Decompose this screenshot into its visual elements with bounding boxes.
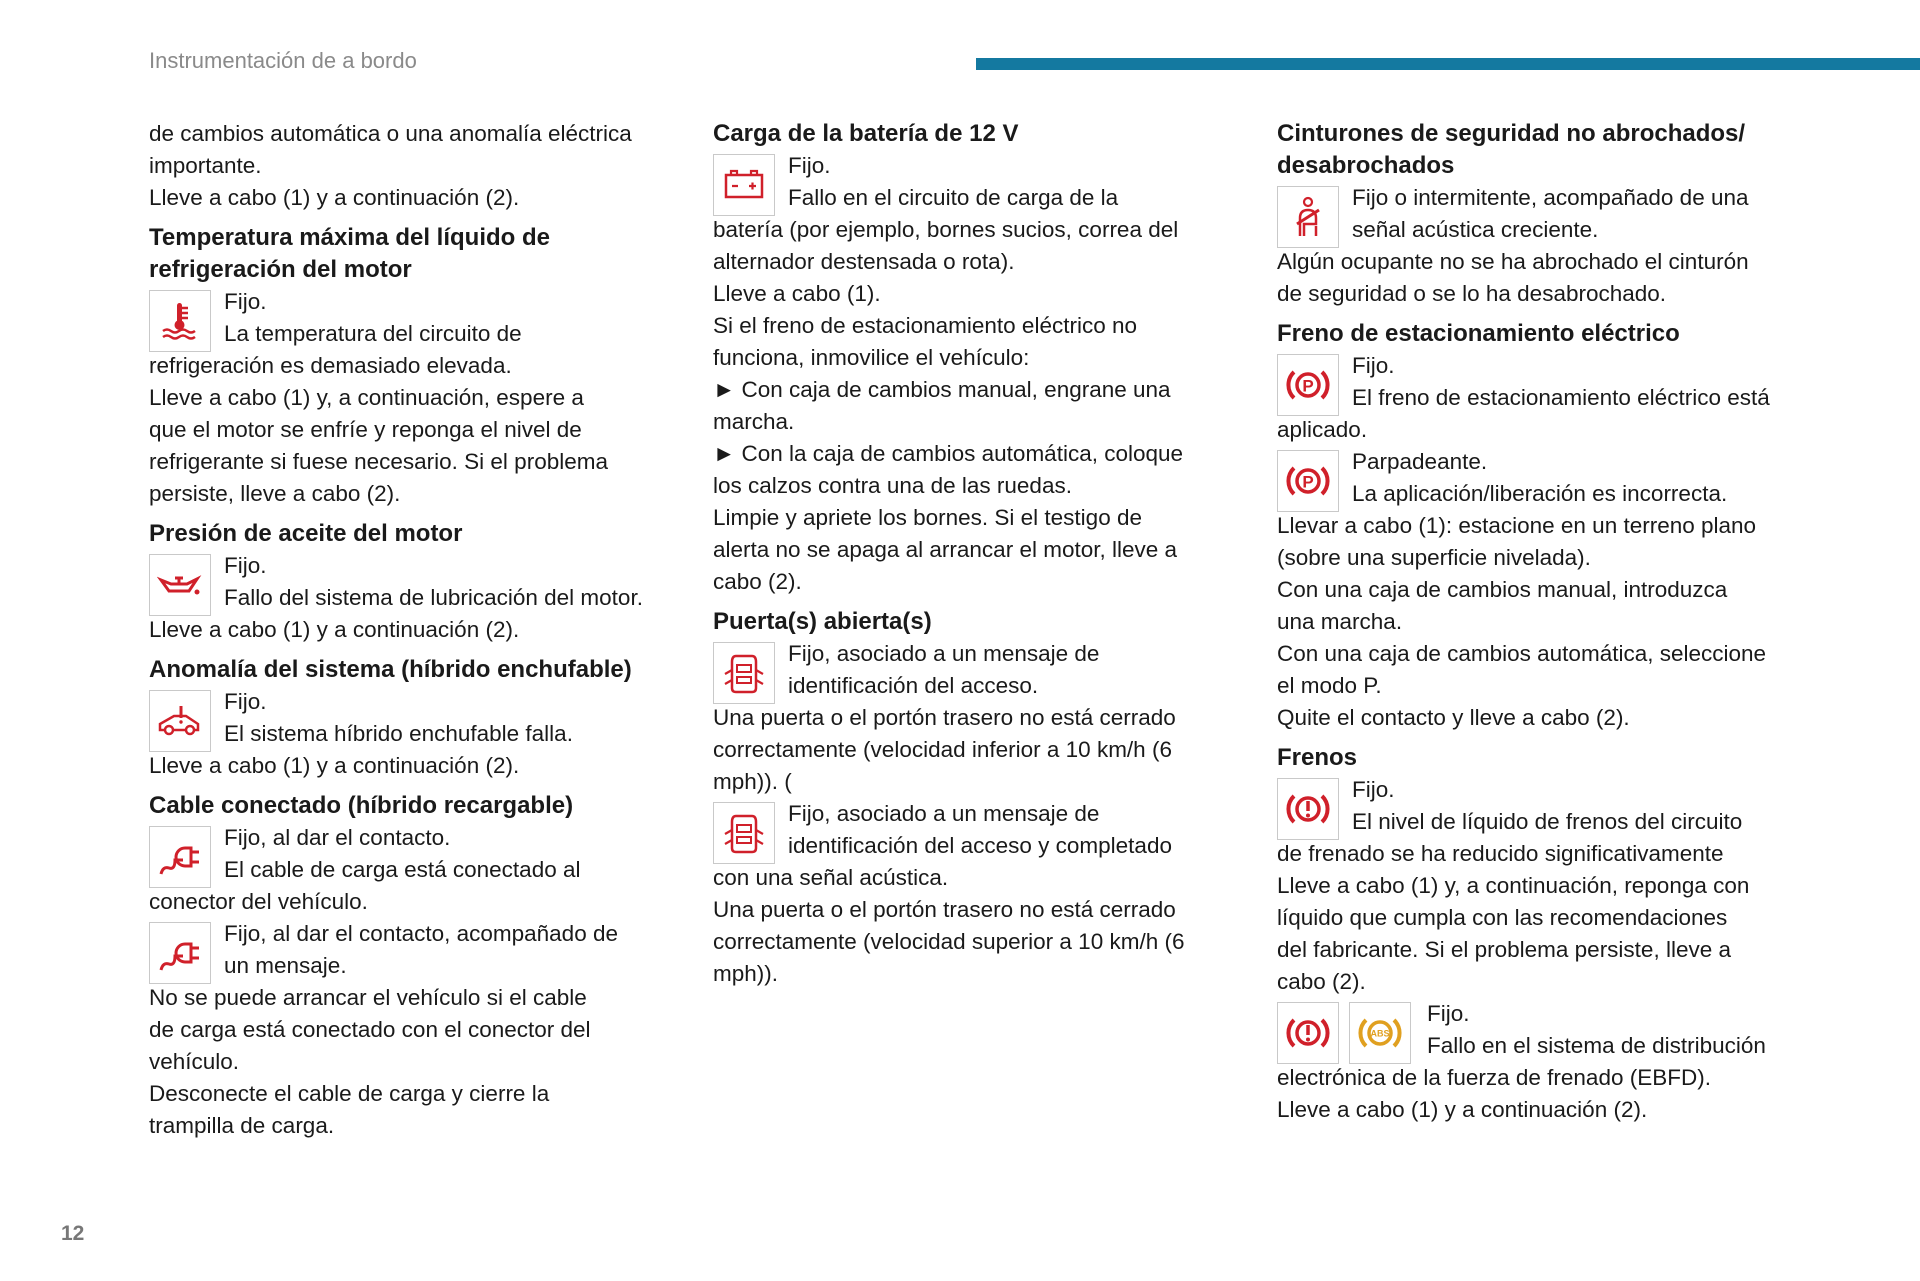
svg-text:P: P — [1302, 472, 1314, 492]
warning-light-entry — [1277, 446, 1822, 510]
text-line: persiste, lleve a cabo (2). — [149, 481, 401, 506]
text-line: los calzos contra una de las ruedas. — [713, 473, 1072, 498]
text-line: Fijo. — [1427, 1001, 1470, 1026]
abs-icon — [1349, 1002, 1411, 1064]
text-line: Fijo. — [224, 553, 267, 578]
section-heading — [713, 118, 1258, 150]
text-line: Una puerta o el portón trasero no está cerrado — [713, 705, 1176, 730]
paragraph — [1277, 414, 1822, 446]
text-line: Fijo, al dar el contacto. — [224, 825, 451, 850]
warning-light-entry — [149, 918, 694, 982]
text-line: Fallo en el sistema de distribución — [1427, 1033, 1766, 1058]
text-line: cabo (2). — [713, 569, 802, 594]
text-line: batería (por ejemplo, bornes sucios, correa del — [713, 217, 1179, 242]
text-line: Una puerta o el portón trasero no está cerrado — [713, 897, 1176, 922]
heading-line: Temperatura máxima del líquido de — [149, 224, 550, 251]
text-line: Fijo. — [224, 289, 267, 314]
text-line: El nivel de líquido de frenos del circuito — [1352, 809, 1743, 834]
warning-light-entry — [1277, 998, 1822, 1062]
warning-light-entry — [713, 798, 1258, 862]
section-heading — [149, 222, 694, 286]
section-heading — [149, 790, 694, 822]
hybrid-system-fault-icon — [149, 690, 211, 752]
door-open-icon — [713, 642, 775, 704]
door-open-icon — [713, 802, 775, 864]
text-line: Lleve a cabo (1) y a continuación (2). — [1277, 1097, 1648, 1122]
paragraph — [149, 118, 694, 214]
paragraph — [149, 614, 694, 646]
text-line: Fijo. — [1352, 353, 1395, 378]
text-line: el modo P. — [1277, 673, 1382, 698]
text-line: alternador destensada o rota). — [713, 249, 1015, 274]
text-line: El sistema híbrido enchufable falla. — [224, 721, 573, 746]
text-line: identificación del acceso. — [788, 673, 1039, 698]
coolant-temperature-icon — [149, 290, 211, 352]
heading-line: refrigeración del motor — [149, 256, 412, 283]
warning-light-entry — [713, 150, 1258, 214]
warning-icons — [1277, 186, 1339, 248]
text-line: Fijo, asociado a un mensaje de — [788, 641, 1100, 666]
text-line: refrigeración es demasiado elevada. — [149, 353, 512, 378]
warning-icons — [149, 922, 211, 984]
text-line: vehículo. — [149, 1049, 240, 1074]
section-heading — [1277, 742, 1822, 774]
text-line: La aplicación/liberación es incorrecta. — [1352, 481, 1728, 506]
text-line: alerta no se apaga al arrancar el motor, lleve a — [713, 537, 1178, 562]
text-line: funciona, inmovilice el vehículo: — [713, 345, 1030, 370]
warning-light-entry — [149, 686, 694, 750]
oil-pressure-icon — [149, 554, 211, 616]
text-line: Lleve a cabo (1) y a continuación (2). — [149, 617, 520, 642]
text-line: importante. — [149, 153, 262, 178]
warning-light-entry — [713, 638, 1258, 702]
text-line: refrigerante si fuese necesario. Si el problema — [149, 449, 608, 474]
text-line: cabo (2). — [1277, 969, 1366, 994]
text-line: aplicado. — [1277, 417, 1368, 442]
text-line: del fabricante. Si el problema persiste, lleve a — [1277, 937, 1731, 962]
text-line: Quite el contacto y lleve a cabo (2). — [1277, 705, 1630, 730]
text-line: de frenado se ha reducido significativamente — [1277, 841, 1724, 866]
paragraph — [713, 862, 1258, 990]
text-line: Fijo. — [1352, 777, 1395, 802]
svg-text:P: P — [1302, 376, 1314, 396]
text-line: Lleve a cabo (1) y a continuación (2). — [149, 185, 520, 210]
text-line: Fijo. — [224, 689, 267, 714]
warning-icons — [713, 802, 775, 864]
heading-line: Cable conectado (híbrido recargable) — [149, 792, 574, 819]
paragraph — [1277, 510, 1822, 734]
paragraph — [713, 702, 1258, 798]
brake-warning-icon — [1277, 778, 1339, 840]
text-line: Parpadeante. — [1352, 449, 1488, 474]
svg-text:ABS: ABS — [1370, 1028, 1390, 1039]
warning-light-entry — [1277, 774, 1822, 838]
brake-warning-icon — [1277, 1002, 1339, 1064]
text-line: Con una caja de cambios manual, introduzca — [1277, 577, 1728, 602]
heading-line: Frenos — [1277, 744, 1358, 771]
text-line: correctamente (velocidad superior a 10 km/h (6 — [713, 929, 1185, 954]
text-line: El cable de carga está conectado al — [224, 857, 581, 882]
text-line: Desconecte el cable de carga y cierre la — [149, 1081, 550, 1106]
text-line: una marcha. — [1277, 609, 1403, 634]
text-line: Limpie y apriete los bornes. Si el testigo de — [713, 505, 1142, 530]
text-line: que el motor se enfríe y reponga el nivel de — [149, 417, 582, 442]
text-line: La temperatura del circuito de — [224, 321, 522, 346]
heading-line: Carga de la batería de 12 V — [713, 120, 1019, 147]
text-line: Lleve a cabo (1). — [713, 281, 881, 306]
text-line: con una señal acústica. — [713, 865, 949, 890]
seatbelt-icon — [1277, 186, 1339, 248]
text-line: Si el freno de estacionamiento eléctrico no — [713, 313, 1137, 338]
heading-line: Puerta(s) abierta(s) — [713, 608, 932, 635]
section-heading — [713, 606, 1258, 638]
page-number: 12 — [61, 1222, 85, 1245]
text-line: El freno de estacionamiento eléctrico está — [1352, 385, 1770, 410]
text-line: de seguridad o se lo ha desabrochado. — [1277, 281, 1667, 306]
column-3 — [1277, 118, 1822, 1126]
heading-line: Presión de aceite del motor — [149, 520, 463, 547]
warning-icons — [713, 642, 775, 704]
paragraph — [149, 750, 694, 782]
text-line: líquido que cumpla con las recomendaciones — [1277, 905, 1728, 930]
heading-line: Anomalía del sistema (híbrido enchufable) — [149, 656, 632, 683]
text-line: identificación del acceso y completado — [788, 833, 1172, 858]
text-line: electrónica de la fuerza de frenado (EBFD). — [1277, 1065, 1711, 1090]
section-heading — [149, 518, 694, 550]
text-line: Fijo, al dar el contacto, acompañado de — [224, 921, 618, 946]
text-line: Llevar a cabo (1): estacione en un terreno plano — [1277, 513, 1757, 538]
section-heading — [1277, 118, 1822, 182]
text-line: marcha. — [713, 409, 795, 434]
text-line: No se puede arrancar el vehículo si el cable — [149, 985, 587, 1010]
paragraph — [149, 350, 694, 510]
text-line: trampilla de carga. — [149, 1113, 335, 1138]
warning-icons — [149, 554, 211, 616]
section-heading — [1277, 318, 1822, 350]
heading-line: Freno de estacionamiento eléctrico — [1277, 320, 1680, 347]
warning-light-entry — [1277, 182, 1822, 246]
text-line: ► Con caja de cambios manual, engrane una — [713, 377, 1171, 402]
text-line: (sobre una superficie nivelada). — [1277, 545, 1591, 570]
text-line: Con una caja de cambios automática, seleccione — [1277, 641, 1767, 666]
paragraph — [1277, 246, 1822, 310]
heading-line: Cinturones de seguridad no abrochados/ — [1277, 120, 1746, 147]
parking-brake-icon — [1277, 450, 1339, 512]
warning-icons — [149, 690, 211, 752]
warning-icons — [1277, 1002, 1411, 1064]
text-line: mph)). ( — [713, 769, 792, 794]
text-line: Lleve a cabo (1) y, a continuación, reponga con — [1277, 873, 1750, 898]
text-line: Fallo en el circuito de carga de la — [788, 185, 1119, 210]
warning-icons — [149, 290, 211, 352]
text-line: correctamente (velocidad inferior a 10 km/h (6 — [713, 737, 1172, 762]
warning-icons — [1277, 354, 1339, 416]
text-line: Lleve a cabo (1) y, a continuación, espere a — [149, 385, 584, 410]
text-line: Fijo o intermitente, acompañado de una — [1352, 185, 1749, 210]
text-line: ► Con la caja de cambios automática, coloque — [713, 441, 1184, 466]
paragraph — [149, 982, 694, 1142]
paragraph — [1277, 1062, 1822, 1126]
warning-icons — [1277, 778, 1339, 840]
charging-cable-icon — [149, 826, 211, 888]
warning-icons — [149, 826, 211, 888]
text-line: Fijo, asociado a un mensaje de — [788, 801, 1100, 826]
paragraph — [149, 886, 694, 918]
battery-icon — [713, 154, 775, 216]
text-line: de carga está conectado con el conector del — [149, 1017, 591, 1042]
text-line: un mensaje. — [224, 953, 347, 978]
text-line: Lleve a cabo (1) y a continuación (2). — [149, 753, 520, 778]
text-line: Fijo. — [788, 153, 831, 178]
paragraph — [1277, 838, 1822, 998]
warning-icons — [1277, 450, 1339, 512]
header-accent-bar — [976, 58, 1920, 70]
text-line: de cambios automática o una anomalía eléctrica — [149, 121, 632, 146]
text-line: Fallo del sistema de lubricación del motor. — [224, 585, 643, 610]
section-heading — [149, 654, 694, 686]
warning-light-entry — [1277, 350, 1822, 414]
column-1 — [149, 118, 694, 1142]
warning-light-entry — [149, 822, 694, 886]
charging-cable-icon — [149, 922, 211, 984]
text-line: señal acústica creciente. — [1352, 217, 1599, 242]
section-title: Instrumentación de a bordo — [149, 48, 417, 73]
warning-light-entry — [149, 286, 694, 350]
warning-light-entry — [149, 550, 694, 614]
warning-icons — [713, 154, 775, 216]
paragraph — [713, 214, 1258, 598]
text-line: mph)). — [713, 961, 779, 986]
text-line: Algún ocupante no se ha abrochado el cinturón — [1277, 249, 1749, 274]
parking-brake-icon — [1277, 354, 1339, 416]
text-line: conector del vehículo. — [149, 889, 368, 914]
column-2 — [713, 118, 1258, 990]
heading-line: desabrochados — [1277, 152, 1455, 179]
